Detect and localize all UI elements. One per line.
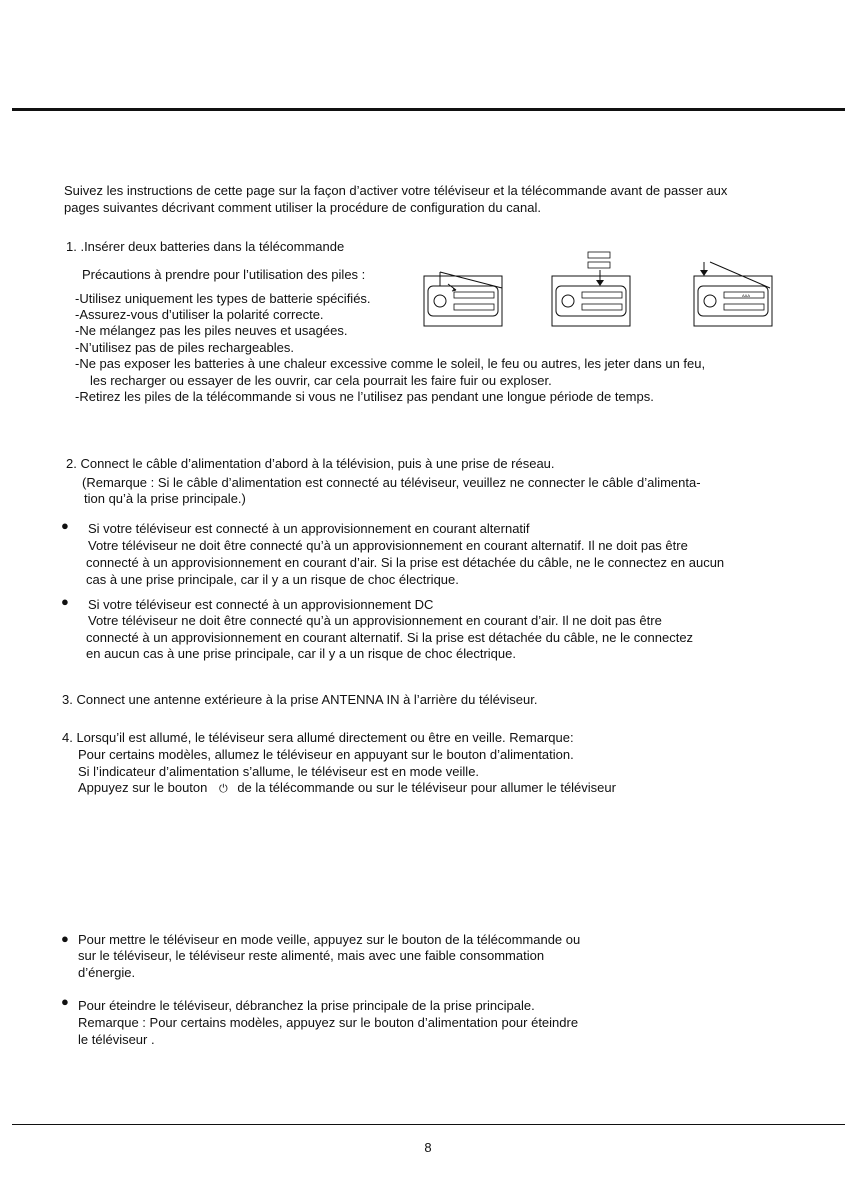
off-line-1: Pour éteindre le téléviseur, débranchez la prise principale de la prise principale. <box>78 998 535 1013</box>
precaution-item: -N’utilisez pas de piles rechargeables. <box>75 340 294 355</box>
step2-remark-1: (Remarque : Si le câble d’alimentation est connecté au téléviseur, veuillez ne connecter le câble d’alimenta- <box>82 475 701 490</box>
standby-line-1: Pour mettre le téléviseur en mode veille, appuyez sur le bouton de la télécommande ou <box>78 932 581 947</box>
precaution-item: -Assurez-vous d’utiliser la polarité correcte. <box>75 307 324 322</box>
bullet: ● <box>61 931 69 946</box>
ac-line-3: cas à une prise principale, car il y a un risque de choc électrique. <box>86 572 459 587</box>
ac-line-2: connecté à un approvisionnement en courant d’air. Si la prise est détachée du câble, ne le connectez en aucun <box>86 555 725 570</box>
bullet: ● <box>61 594 69 609</box>
step1-title: 1. .Insérer deux batteries dans la télécommande <box>66 239 345 254</box>
intro-line-2: pages suivantes décrivant comment utiliser la procédure de configuration du canal. <box>64 200 541 215</box>
off-line-2: Remarque : Pour certains modèles, appuyez sur le bouton d’alimentation pour éteindre <box>78 1015 579 1030</box>
step4-title: 4. Lorsqu’il est allumé, le téléviseur sera allumé directement ou être en veille. Remarque: <box>62 730 574 745</box>
bottom-rule <box>12 1124 845 1125</box>
precaution-item: -Utilisez uniquement les types de batterie spécifiés. <box>75 291 371 306</box>
ac-line-1: Votre téléviseur ne doit être connecté qu’à un approvisionnement en courant alternatif. Il ne doit pas être <box>88 538 688 553</box>
precaution-item: les recharger ou essayer de les ouvrir, car cela pourrait les faire fuir ou exploser. <box>90 373 552 388</box>
battery-insert-figure-2 <box>548 250 638 330</box>
step3-title: 3. Connect une antenne extérieure à la prise ANTENNA IN à l’arrière du téléviseur. <box>62 692 538 707</box>
battery-insert-figure-1 <box>418 262 508 330</box>
dc-line-1: Votre téléviseur ne doit être connecté qu’à un approvisionnement en courant d’air. Il ne doit pas être <box>88 613 662 628</box>
precaution-item: -Ne mélangez pas les piles neuves et usagées. <box>75 323 348 338</box>
standby-line-3: d’énergie. <box>78 965 136 980</box>
off-line-3: le téléviseur . <box>78 1032 155 1047</box>
step4-line-1: Pour certains modèles, allumez le téléviseur en appuyant sur le bouton d’alimentation. <box>78 747 574 762</box>
step2-title: 2. Connect le câble d’alimentation d’abord à la télévision, puis à une prise de réseau. <box>66 456 555 471</box>
standby-line-2: sur le téléviseur, le téléviseur reste alimenté, mais avec une faible consommation <box>78 948 545 963</box>
step4-line-3-start: Appuyez sur le bouton <box>78 780 208 795</box>
step2-remark-2: tion qu’à la prise principale.) <box>84 491 246 506</box>
intro-line-1: Suivez les instructions de cette page sur la façon d’activer votre téléviseur et la télécommande avant de passer aux <box>64 183 728 198</box>
dc-heading: Si votre téléviseur est connecté à un approvisionnement DC <box>88 597 434 612</box>
page-number: 8 <box>424 1140 432 1155</box>
dc-line-2: connecté à un approvisionnement en courant alternatif. Si la prise est détachée du câble, ne le connectez <box>86 630 694 645</box>
battery-label: AAA <box>742 293 751 298</box>
precautions-heading: Précautions à prendre pour l’utilisation des piles : <box>82 267 366 282</box>
top-rule <box>12 108 845 111</box>
step4-line-3-end: de la télécommande ou sur le téléviseur pour allumer le téléviseur <box>237 780 616 795</box>
ac-heading: Si votre téléviseur est connecté à un approvisionnement en courant alternatif <box>88 521 530 536</box>
step4-line-2: Si l’indicateur d’alimentation s’allume, le téléviseur est en mode veille. <box>78 764 480 779</box>
bullet: ● <box>61 518 69 533</box>
power-icon: ⏻ <box>219 782 228 795</box>
precaution-item: -Retirez les piles de la télécommande si vous ne l’utilisez pas pendant une longue période de temps. <box>75 389 654 404</box>
battery-insert-figure-3 <box>690 258 776 330</box>
step4-line-3 <box>78 779 616 797</box>
bullet: ● <box>61 994 69 1009</box>
precaution-item: -Ne pas exposer les batteries à une chaleur excessive comme le soleil, le feu ou autres, les jeter dans un feu, <box>75 356 706 371</box>
dc-line-3: en aucun cas à une prise principale, car il y a un risque de choc électrique. <box>86 646 516 661</box>
